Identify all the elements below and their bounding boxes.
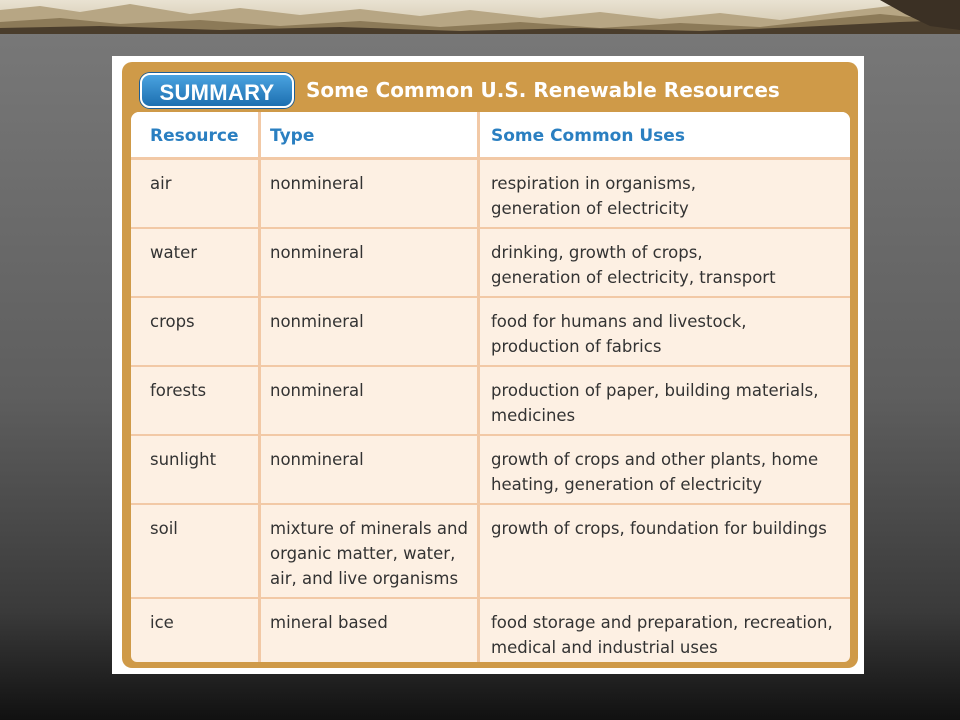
uses-cell: generation of electricity	[491, 199, 689, 218]
resource-cell: water	[150, 243, 198, 262]
resource-cell: ice	[150, 613, 174, 632]
table-row	[131, 160, 850, 229]
type-cell: organic matter, water,	[270, 544, 456, 563]
uses-cell: production of paper, building materials,	[491, 381, 819, 400]
summary-panel	[122, 62, 858, 668]
uses-cell: respiration in organisms,	[491, 174, 696, 193]
uses-cell: growth of crops, foundation for buildings	[491, 519, 827, 538]
type-cell: nonmineral	[270, 243, 364, 262]
table-row	[131, 599, 850, 662]
uses-cell: drinking, growth of crops,	[491, 243, 703, 262]
summary-card	[112, 56, 864, 674]
header-type: Type	[270, 126, 315, 146]
type-cell: nonmineral	[270, 174, 364, 193]
table-row	[131, 367, 850, 436]
table-row	[131, 436, 850, 505]
resource-cell: sunlight	[150, 450, 217, 469]
type-cell: nonmineral	[270, 381, 364, 400]
type-cell: nonmineral	[270, 450, 364, 469]
uses-cell: medicines	[491, 406, 576, 425]
resource-cell: soil	[150, 519, 178, 538]
uses-cell: medical and industrial uses	[491, 638, 718, 657]
uses-cell: food storage and preparation, recreation,	[491, 613, 833, 632]
uses-cell: generation of electricity, transport	[491, 268, 776, 287]
resource-cell: air	[150, 174, 172, 193]
type-cell: nonmineral	[270, 312, 364, 331]
uses-cell: growth of crops and other plants, home	[491, 450, 819, 469]
header-resource: Resource	[150, 126, 239, 146]
decorative-landscape-banner	[0, 0, 960, 34]
type-cell: mixture of minerals and	[270, 519, 468, 538]
uses-cell: production of fabrics	[491, 337, 662, 356]
resource-cell: crops	[150, 312, 195, 331]
table-row	[131, 298, 850, 367]
uses-cell: food for humans and livestock,	[491, 312, 747, 331]
type-cell: air, and live organisms	[270, 569, 459, 588]
table-title: Some Common U.S. Renewable Resources	[306, 78, 780, 102]
resource-cell: forests	[150, 381, 207, 400]
header-uses: Some Common Uses	[491, 126, 685, 146]
table-row	[131, 229, 850, 298]
type-cell: mineral based	[270, 613, 388, 632]
table-row	[131, 505, 850, 599]
uses-cell: heating, generation of electricity	[491, 475, 763, 494]
table-header-row	[131, 112, 850, 160]
summary-badge: SUMMARY	[140, 73, 294, 108]
resources-table	[131, 112, 850, 662]
